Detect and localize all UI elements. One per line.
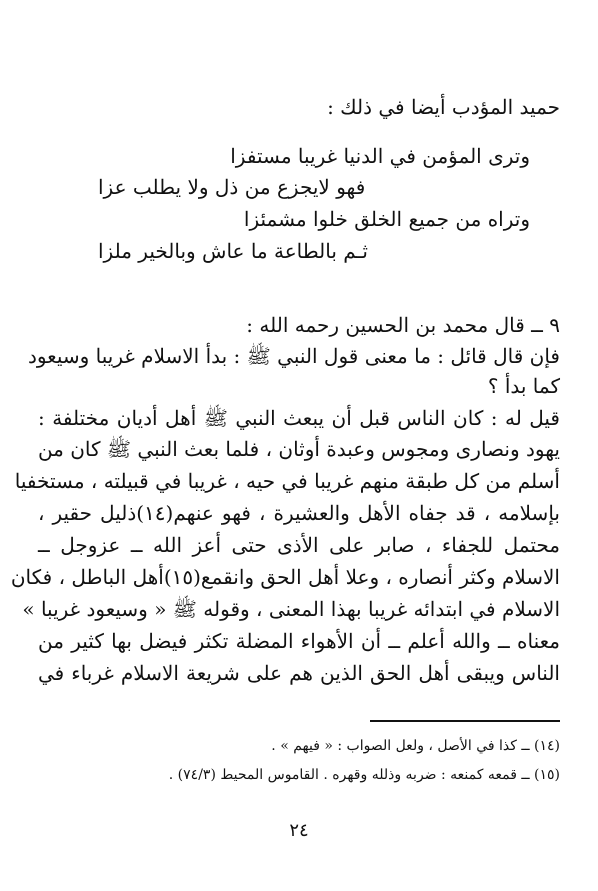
paragraph-line-2: كما بدأ ؟ (487, 374, 560, 398)
paragraph-line-11: الناس ويبقى أهل الحق الذين هم على شريعة الاسلام غرباء في (38, 661, 560, 685)
paragraph-line-7: محتمل للجفاء ، صابر على الأذى حتى أعز الله ــ عزوجل ــ (38, 533, 560, 557)
footnote-divider (370, 720, 560, 722)
intro-line: حميد المؤدب أيضا في ذلك : (327, 95, 560, 119)
paragraph-line-4: يهود ونصارى ومجوس وعبدة أوثان ، فلما بعث النبي ﷺ كان من (37, 437, 560, 461)
poem-verse-4: ثـم بالطاعة ما عاش وبالخير ملزا (98, 239, 368, 263)
poem-verse-3: وتراه من جميع الخلق خلوا مشمئزا (243, 207, 530, 231)
section-heading: ٩ ــ قال محمد بن الحسين رحمه الله : (246, 313, 560, 337)
poem-verse-2: فهو لايجزع من ذل ولا يطلب عزا (98, 175, 366, 199)
paragraph-line-6: بإسلامه ، قد جفاه الأهل والعشيرة ، فهو عنهم(١٤)ذليل حقير ، (38, 501, 560, 525)
paragraph-line-3: قيل له : كان الناس قبل أن يبعث النبي ﷺ أهل أديان مختلفة : (38, 406, 560, 430)
paragraph-line-8: الاسلام وكثر أنصاره ، وعلا أهل الحق وانقمع(١٥)أهل الباطل ، فكان (10, 565, 560, 589)
paragraph-line-5: أسلم من كل طبقة منهم غريبا في حيه ، غريبا في قبيلته ، مستخفيا (14, 469, 560, 493)
page-number: ٢٤ (289, 820, 309, 841)
footnote-15: (١٥) ــ قمعه كمنعه : ضربه وذلله وقهره . القاموس المحيط (٧٤/٣) . (168, 767, 560, 783)
footnote-14: (١٤) ــ كذا في الأصل ، ولعل الصواب : « فيهم » . (271, 738, 560, 754)
poem-verse-1: وترى المؤمن في الدنيا غريبا مستفزا (230, 144, 530, 168)
paragraph-line-10: معناه ــ والله أعلم ــ أن الأهواء المضلة تكثر فيضل بها كثير من (38, 629, 560, 653)
paragraph-line-1: فإن قال قائل : ما معنى قول النبي ﷺ : بدأ الاسلام غريبا وسيعود (27, 344, 560, 368)
paragraph-line-9: الاسلام في ابتدائه غريبا بهذا المعنى ، وقوله ﷺ « وسيعود غريبا » (22, 597, 560, 621)
